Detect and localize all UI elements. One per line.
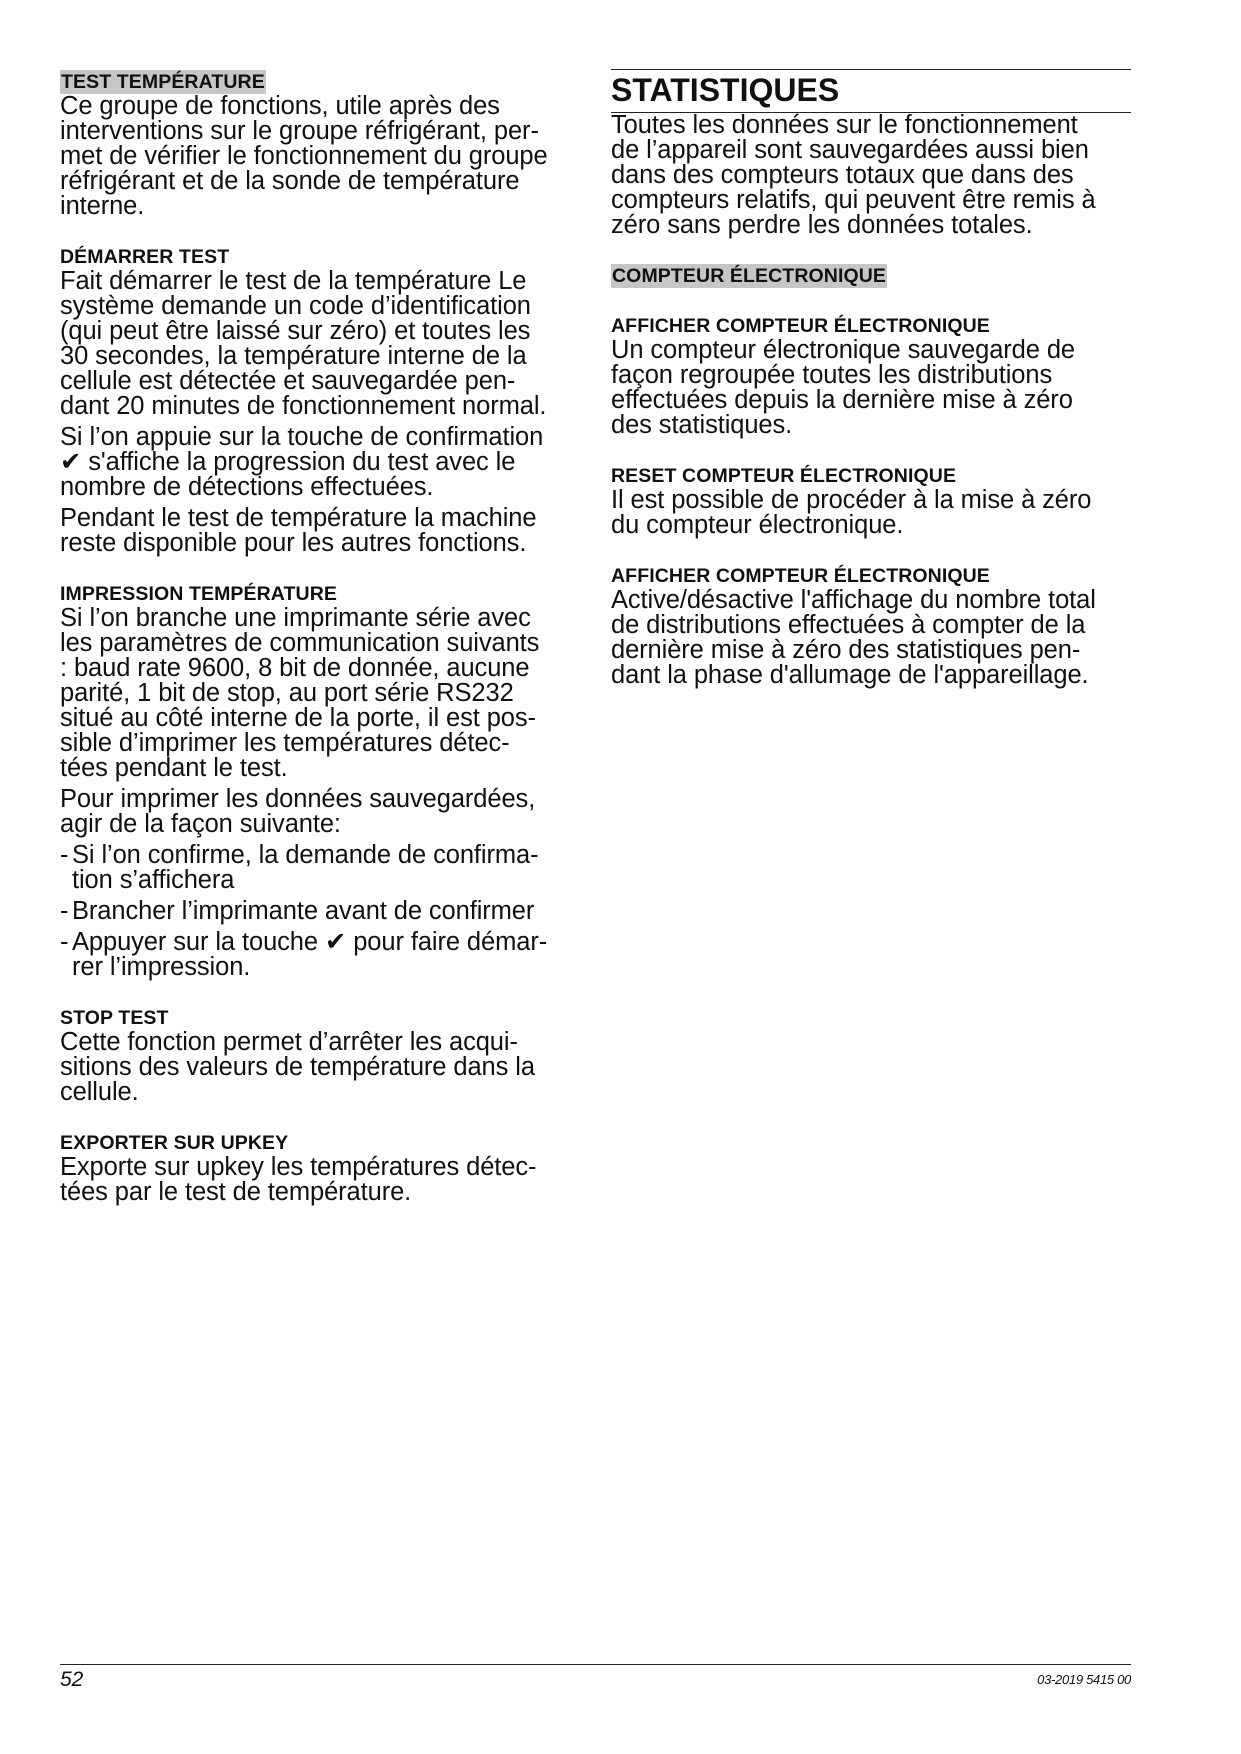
text-line: système demande un code d’identification	[60, 292, 531, 320]
text-line: dernière mise à zéro des statistiques pen-	[611, 636, 1081, 664]
section-stop-test	[60, 1006, 582, 1105]
text-line: Il est possible de procéder à la mise à zéro	[611, 486, 1092, 514]
text-line: rer l’impression.	[72, 953, 251, 981]
text-line: nombre de détections effectuées.	[60, 473, 434, 501]
page-number: 52	[60, 1668, 84, 1691]
demarrer-text-1	[60, 269, 582, 419]
text-line: dans des compteurs totaux que dans des	[611, 161, 1074, 189]
text-line: dant la phase d'allumage de l'appareillage.	[611, 661, 1089, 689]
afficher-compteur-text	[611, 588, 1131, 688]
text-line: tées pendant le test.	[60, 754, 288, 782]
text-line: Exporte sur upkey les températures détec-	[60, 1153, 537, 1181]
text-line: Pour imprimer les données sauvegardées,	[60, 785, 536, 813]
text-line: du compteur électronique.	[611, 511, 904, 539]
text-line: 30 secondes, la température interne de la	[60, 342, 527, 370]
text-line: les paramètres de communication suivants	[60, 629, 540, 657]
text-line: effectuées depuis la dernière mise à zéro	[611, 386, 1073, 414]
text-line: Ce groupe de fonctions, utile après des	[60, 92, 500, 120]
text-line: Si l’on branche une imprimante série avec	[60, 604, 531, 632]
text-line: pour faire démar-	[346, 928, 548, 956]
text-line: Fait démarrer le test de la température Le	[60, 267, 527, 295]
section-afficher-compteur-2	[611, 564, 1131, 688]
impression-text-2	[60, 787, 582, 837]
test-temperature-text	[60, 94, 582, 219]
demarrer-text-3	[60, 506, 582, 556]
text-line: cellule est détectée et sauvegardée pen-	[60, 367, 516, 395]
text-line: Brancher l’imprimante avant de confirmer	[72, 897, 535, 925]
heading-test-temperature: TEST TEMPÉRATURE	[61, 71, 265, 93]
text-line: Si l’on confirme, la demande de confirma-	[72, 841, 539, 869]
text-line: : baud rate 9600, 8 bit de donnée, aucune	[60, 654, 530, 682]
heading-exporter-upkey: EXPORTER SUR UPKEY	[60, 1132, 289, 1154]
heading-afficher-compteur: AFFICHER COMPTEUR ÉLECTRONIQUE	[611, 565, 990, 587]
text-line: tées par le test de température.	[60, 1178, 412, 1206]
text-line: s'affiche la progression du test avec le	[81, 448, 516, 476]
text-line: de l’appareil sont sauvegardées aussi bien	[611, 136, 1089, 164]
section-reset-compteur	[611, 464, 1131, 538]
section-impression-temperature	[60, 582, 582, 980]
text-line: sitions des valeurs de température dans la	[60, 1053, 535, 1081]
heading-stop-test: STOP TEST	[60, 1007, 169, 1029]
text-line: interventions sur le groupe réfrigérant, per-	[60, 117, 539, 145]
text-line: reste disponible pour les autres fonctions.	[60, 529, 527, 557]
text-line: Cette fonction permet d’arrêter les acqui-	[60, 1028, 518, 1056]
section-exporter-upkey	[60, 1131, 582, 1205]
text-line: compteurs relatifs, qui peuvent être remis à	[611, 186, 1096, 214]
text-line: façon regroupée toutes les distributions	[611, 361, 1053, 389]
text-line: sible d’imprimer les températures détec-	[60, 729, 510, 757]
text-line: agir de la façon suivante:	[60, 810, 341, 838]
heading-reset-compteur: RESET COMPTEUR ÉLECTRONIQUE	[611, 465, 957, 487]
text-line: zéro sans perdre les données totales.	[611, 211, 1033, 239]
section-demarrer-test	[60, 245, 582, 556]
heading-statistiques: STATISTIQUES	[611, 72, 840, 108]
text-line: Active/désactive l'affichage du nombre total	[611, 586, 1096, 614]
text-line: Appuyer sur la touche	[72, 928, 325, 956]
list-item: - Si l’on confirme, la demande de confirma- tion s’affichera	[60, 841, 539, 894]
text-line: tion s’affichera	[72, 866, 235, 894]
text-line: Toutes les données sur le fonctionnement	[611, 111, 1078, 139]
text-line: réfrigérant et de la sonde de température	[60, 167, 520, 195]
heading-compteur-electronique: COMPTEUR ÉLECTRONIQUE	[612, 265, 887, 287]
heading-afficher-compteur: AFFICHER COMPTEUR ÉLECTRONIQUE	[611, 315, 990, 337]
text-line: (qui peut être laissé sur zéro) et toutes les	[60, 317, 531, 345]
afficher-compteur-text	[611, 338, 1131, 438]
exporter-text	[60, 1155, 582, 1205]
text-line: Un compteur électronique sauvegarde de	[611, 336, 1075, 364]
statistiques-intro	[611, 113, 1131, 238]
reset-compteur-text	[611, 488, 1131, 538]
stop-test-text	[60, 1030, 582, 1105]
list-item: - Brancher l’imprimante avant de confirmer	[60, 899, 582, 924]
text-line: cellule.	[60, 1078, 139, 1106]
text-line: met de vérifier le fonctionnement du groupe	[60, 142, 548, 170]
text-line: interne.	[60, 192, 145, 220]
text-line: situé au côté interne de la porte, il est pos-	[60, 704, 536, 732]
left-column	[60, 70, 582, 1205]
section-afficher-compteur-1	[611, 314, 1131, 438]
document-code: 03-2019 5415 00	[1037, 1672, 1131, 1687]
statistiques-title-block	[611, 69, 1131, 113]
text-line: Pendant le test de température la machine	[60, 504, 537, 532]
footer-divider	[60, 1664, 1131, 1665]
text-line: Si l’on appuie sur la touche de confirmation	[60, 423, 544, 451]
text-line: dant 20 minutes de fonctionnement normal.	[60, 392, 547, 420]
heading-impression-temperature: IMPRESSION TEMPÉRATURE	[60, 583, 338, 605]
demarrer-text-2	[60, 425, 582, 500]
check-icon: ✔	[60, 448, 82, 476]
text-line: parité, 1 bit de stop, au port série RS232	[60, 679, 514, 707]
impression-text-1	[60, 606, 582, 781]
heading-demarrer-test: DÉMARRER TEST	[60, 246, 230, 268]
right-column	[611, 70, 1131, 688]
text-line: de distributions effectuées à compter de la	[611, 611, 1086, 639]
text-line: des statistiques.	[611, 411, 793, 439]
section-test-temperature	[60, 70, 582, 219]
check-icon: ✔	[324, 928, 347, 956]
list-item: - Appuyer sur la touche ✔ pour faire démar- rer l’impression.	[60, 928, 548, 981]
